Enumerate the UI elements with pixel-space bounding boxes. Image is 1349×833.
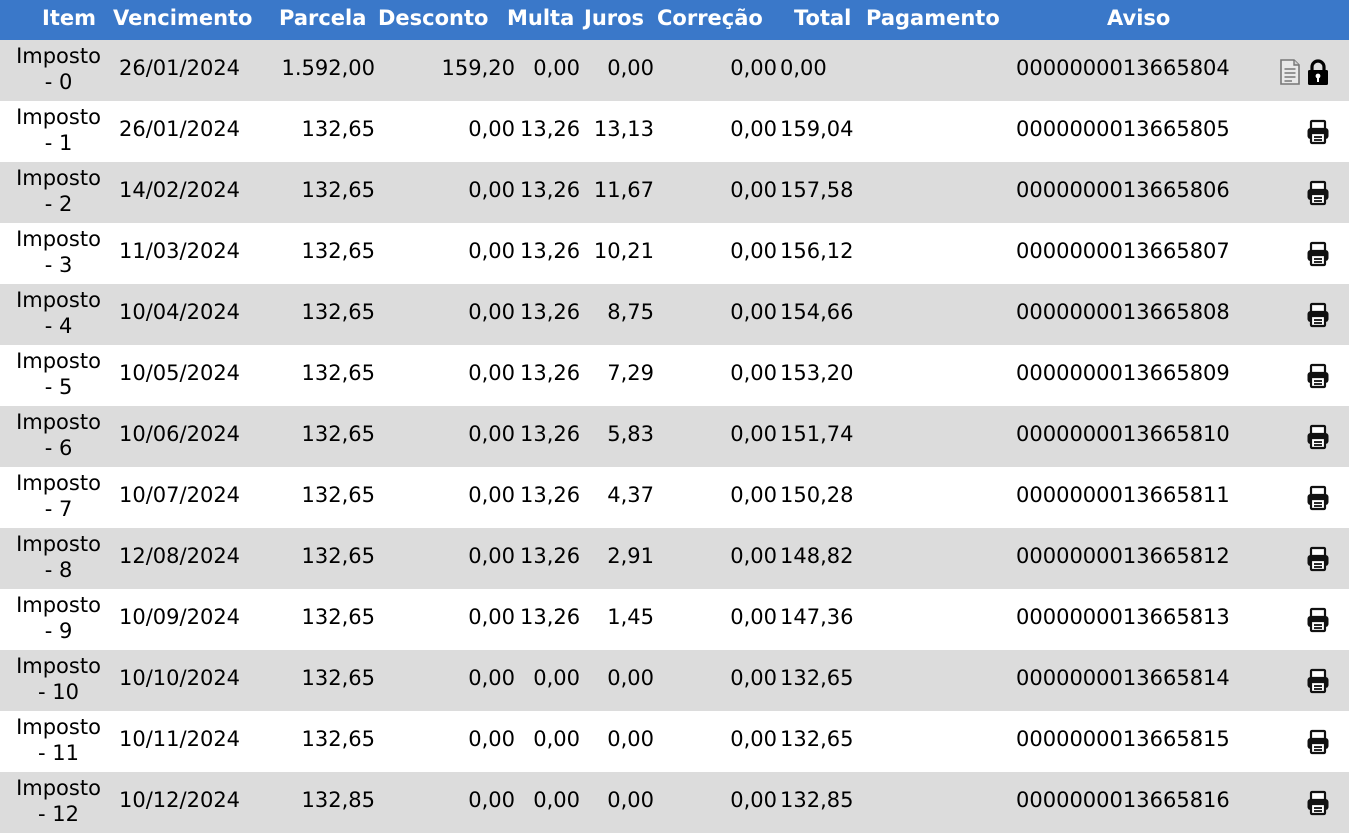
- table-body: [0, 40, 1349, 833]
- aviso-cell: 0000000013665816: [1016, 788, 1230, 812]
- vencimento-cell: 10/12/2024: [119, 788, 241, 812]
- correcao-cell: 0,00: [730, 666, 777, 690]
- table-row: [0, 101, 1349, 162]
- vencimento-cell: 10/04/2024: [119, 300, 241, 324]
- item-cell-line1: Imposto: [16, 227, 101, 251]
- printer-icon[interactable]: [1306, 424, 1332, 452]
- aviso-cell: 0000000013665815: [1016, 727, 1230, 751]
- item-cell-line2: - 12: [38, 802, 79, 826]
- table-row: [0, 589, 1349, 650]
- item-cell-line1: Imposto: [16, 44, 101, 68]
- juros-cell: 8,75: [607, 300, 654, 324]
- juros-cell: 7,29: [607, 361, 654, 385]
- juros-cell: 13,13: [593, 117, 654, 141]
- item-cell-line1: Imposto: [16, 288, 101, 312]
- desconto-cell: 0,00: [468, 544, 515, 568]
- desconto-cell: 0,00: [468, 178, 515, 202]
- item-cell-line2: - 2: [44, 192, 73, 216]
- parcela-cell: 132,65: [301, 178, 375, 202]
- printer-icon[interactable]: [1306, 790, 1332, 818]
- header-aviso: Aviso: [1107, 6, 1171, 30]
- juros-cell: 1,45: [607, 605, 654, 629]
- item-cell-line1: Imposto: [16, 593, 101, 617]
- juros-cell: 0,00: [607, 727, 654, 751]
- header-juros: Juros: [584, 6, 645, 30]
- total-cell: 147,36: [780, 605, 854, 629]
- aviso-cell: 0000000013665805: [1016, 117, 1230, 141]
- item-cell-line2: - 5: [44, 375, 73, 399]
- table-row: [0, 40, 1349, 101]
- total-cell: 154,66: [780, 300, 854, 324]
- printer-icon[interactable]: [1306, 119, 1332, 147]
- item-cell-line1: Imposto: [16, 410, 101, 434]
- correcao-cell: 0,00: [730, 605, 777, 629]
- printer-icon[interactable]: [1306, 302, 1332, 330]
- parcela-cell: 132,85: [301, 788, 375, 812]
- vencimento-cell: 10/07/2024: [119, 483, 241, 507]
- multa-cell: 13,26: [520, 483, 581, 507]
- correcao-cell: 0,00: [730, 788, 777, 812]
- item-cell-line2: - 8: [44, 558, 73, 582]
- item-cell-line1: Imposto: [16, 166, 101, 190]
- desconto-cell: 0,00: [468, 483, 515, 507]
- printer-icon[interactable]: [1306, 546, 1332, 574]
- aviso-cell: 0000000013665808: [1016, 300, 1230, 324]
- multa-cell: 0,00: [533, 56, 580, 80]
- header-parcela: Parcela: [279, 6, 367, 30]
- desconto-cell: 0,00: [468, 422, 515, 446]
- parcela-cell: 132,65: [301, 300, 375, 324]
- desconto-cell: 0,00: [468, 666, 515, 690]
- desconto-cell: 0,00: [468, 117, 515, 141]
- correcao-cell: 0,00: [730, 56, 777, 80]
- desconto-cell: 159,20: [441, 56, 515, 80]
- table-row: [0, 528, 1349, 589]
- correcao-cell: 0,00: [730, 239, 777, 263]
- desconto-cell: 0,00: [468, 605, 515, 629]
- juros-cell: 5,83: [607, 422, 654, 446]
- header-total: Total: [794, 6, 852, 30]
- correcao-cell: 0,00: [730, 727, 777, 751]
- header-desconto: Desconto: [378, 6, 489, 30]
- multa-cell: 0,00: [533, 666, 580, 690]
- multa-cell: 13,26: [520, 361, 581, 385]
- parcela-cell: 132,65: [301, 239, 375, 263]
- desconto-cell: 0,00: [468, 727, 515, 751]
- parcela-cell: 132,65: [301, 544, 375, 568]
- table-row: [0, 772, 1349, 833]
- vencimento-cell: 10/11/2024: [119, 727, 241, 751]
- total-cell: 150,28: [780, 483, 854, 507]
- item-cell-line2: - 1: [44, 131, 73, 155]
- total-cell: 132,65: [780, 666, 854, 690]
- total-cell: 132,65: [780, 727, 854, 751]
- parcela-cell: 132,65: [301, 483, 375, 507]
- item-cell-line1: Imposto: [16, 532, 101, 556]
- parcela-cell: 132,65: [301, 361, 375, 385]
- aviso-cell: 0000000013665813: [1016, 605, 1230, 629]
- header-correcao: Correção: [657, 6, 763, 30]
- item-cell-line1: Imposto: [16, 349, 101, 373]
- vencimento-cell: 12/08/2024: [119, 544, 241, 568]
- desconto-cell: 0,00: [468, 361, 515, 385]
- item-cell-line1: Imposto: [16, 471, 101, 495]
- total-cell: 159,04: [780, 117, 854, 141]
- parcela-cell: 132,65: [301, 605, 375, 629]
- table-row: [0, 711, 1349, 772]
- item-cell-line2: - 7: [44, 497, 73, 521]
- table-row: [0, 223, 1349, 284]
- parcela-cell: 1.592,00: [281, 56, 375, 80]
- item-cell-line2: - 6: [44, 436, 73, 460]
- aviso-cell: 0000000013665809: [1016, 361, 1230, 385]
- correcao-cell: 0,00: [730, 178, 777, 202]
- table-row: [0, 162, 1349, 223]
- correcao-cell: 0,00: [730, 544, 777, 568]
- desconto-cell: 0,00: [468, 300, 515, 324]
- total-cell: 0,00: [780, 56, 827, 80]
- header-multa: Multa: [507, 6, 575, 30]
- vencimento-cell: 14/02/2024: [119, 178, 241, 202]
- total-cell: 153,20: [780, 361, 854, 385]
- vencimento-cell: 26/01/2024: [119, 56, 241, 80]
- header-pagamento: Pagamento: [866, 6, 1000, 30]
- table-row: [0, 345, 1349, 406]
- total-cell: 132,85: [780, 788, 854, 812]
- item-cell-line2: - 10: [38, 680, 79, 704]
- table-header: [0, 0, 1349, 40]
- parcela-cell: 132,65: [301, 422, 375, 446]
- document-icon[interactable]: [1278, 58, 1304, 86]
- desconto-cell: 0,00: [468, 788, 515, 812]
- multa-cell: 13,26: [520, 178, 581, 202]
- multa-cell: 13,26: [520, 605, 581, 629]
- vencimento-cell: 10/06/2024: [119, 422, 241, 446]
- vencimento-cell: 26/01/2024: [119, 117, 241, 141]
- item-cell-line1: Imposto: [16, 715, 101, 739]
- header-item: Item: [42, 6, 96, 30]
- juros-cell: 11,67: [593, 178, 654, 202]
- aviso-cell: 0000000013665811: [1016, 483, 1230, 507]
- printer-icon[interactable]: [1306, 607, 1332, 635]
- total-cell: 151,74: [780, 422, 854, 446]
- correcao-cell: 0,00: [730, 117, 777, 141]
- vencimento-cell: 10/10/2024: [119, 666, 241, 690]
- correcao-cell: 0,00: [730, 361, 777, 385]
- juros-cell: 0,00: [607, 666, 654, 690]
- total-cell: 148,82: [780, 544, 854, 568]
- item-cell-line2: - 11: [38, 741, 79, 765]
- printer-icon[interactable]: [1306, 241, 1332, 269]
- table-row: [0, 467, 1349, 528]
- parcela-cell: 132,65: [301, 666, 375, 690]
- aviso-cell: 0000000013665814: [1016, 666, 1230, 690]
- aviso-cell: 0000000013665810: [1016, 422, 1230, 446]
- header-vencimento: Vencimento: [113, 6, 253, 30]
- table-row: [0, 284, 1349, 345]
- printer-icon[interactable]: [1306, 363, 1332, 391]
- aviso-cell: 0000000013665807: [1016, 239, 1230, 263]
- multa-cell: 0,00: [533, 727, 580, 751]
- vencimento-cell: 10/05/2024: [119, 361, 241, 385]
- vencimento-cell: 10/09/2024: [119, 605, 241, 629]
- printer-icon[interactable]: [1306, 180, 1332, 208]
- total-cell: 157,58: [780, 178, 854, 202]
- item-cell-line2: - 4: [44, 314, 73, 338]
- juros-cell: 0,00: [607, 56, 654, 80]
- multa-cell: 13,26: [520, 117, 581, 141]
- table-row: [0, 650, 1349, 711]
- table-row: [0, 406, 1349, 467]
- item-cell-line1: Imposto: [16, 105, 101, 129]
- item-cell-line2: - 3: [44, 253, 73, 277]
- total-cell: 156,12: [780, 239, 854, 263]
- aviso-cell: 0000000013665804: [1016, 56, 1230, 80]
- aviso-cell: 0000000013665812: [1016, 544, 1230, 568]
- lock-icon[interactable]: [1306, 58, 1332, 86]
- multa-cell: 13,26: [520, 300, 581, 324]
- multa-cell: 0,00: [533, 788, 580, 812]
- vencimento-cell: 11/03/2024: [119, 239, 241, 263]
- multa-cell: 13,26: [520, 239, 581, 263]
- item-cell-line2: - 0: [44, 70, 73, 94]
- correcao-cell: 0,00: [730, 422, 777, 446]
- juros-cell: 10,21: [593, 239, 654, 263]
- juros-cell: 2,91: [607, 544, 654, 568]
- printer-icon[interactable]: [1306, 485, 1332, 513]
- printer-icon[interactable]: [1306, 668, 1332, 696]
- juros-cell: 0,00: [607, 788, 654, 812]
- item-cell-line2: - 9: [44, 619, 73, 643]
- item-cell-line1: Imposto: [16, 654, 101, 678]
- correcao-cell: 0,00: [730, 300, 777, 324]
- multa-cell: 13,26: [520, 544, 581, 568]
- juros-cell: 4,37: [607, 483, 654, 507]
- multa-cell: 13,26: [520, 422, 581, 446]
- aviso-cell: 0000000013665806: [1016, 178, 1230, 202]
- item-cell-line1: Imposto: [16, 776, 101, 800]
- parcela-cell: 132,65: [301, 727, 375, 751]
- parcela-cell: 132,65: [301, 117, 375, 141]
- printer-icon[interactable]: [1306, 729, 1332, 757]
- desconto-cell: 0,00: [468, 239, 515, 263]
- correcao-cell: 0,00: [730, 483, 777, 507]
